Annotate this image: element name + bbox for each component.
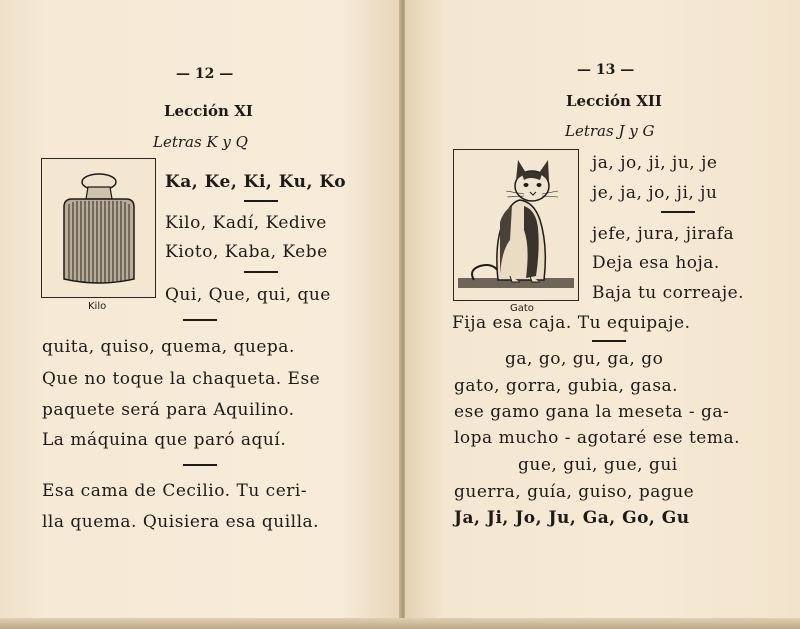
image-caption: Kilo xyxy=(88,301,107,312)
kilo-weight-illustration xyxy=(41,158,156,298)
divider xyxy=(661,211,695,213)
cat-illustration xyxy=(453,149,579,301)
text-line: Baja tu correaje. xyxy=(592,283,745,303)
text-line: gato, gorra, gubia, gasa. xyxy=(454,376,679,396)
page-bottom-edge xyxy=(0,618,800,629)
divider xyxy=(244,200,278,202)
lesson-subtitle: Letras K y Q xyxy=(153,133,248,151)
text-line: Deja esa hoja. xyxy=(592,253,720,273)
lesson-title: Lección XII xyxy=(566,92,662,110)
text-line: Esa cama de Cecilio. Tu ceri- xyxy=(42,481,308,501)
text-line: Kilo, Kadí, Kedive xyxy=(165,213,327,233)
lesson-subtitle: Letras J y G xyxy=(565,122,655,140)
page-number: — 13 — xyxy=(577,62,635,78)
text-line: Ka, Ke, Ki, Ku, Ko xyxy=(165,172,347,192)
text-line: paquete será para Aquilino. xyxy=(42,400,295,420)
divider xyxy=(183,464,217,466)
image-caption: Gato xyxy=(510,303,534,314)
text-line: Fija esa caja. Tu equipaje. xyxy=(452,313,691,333)
text-line: Kioto, Kaba, Kebe xyxy=(165,242,328,262)
page-number: — 12 — xyxy=(176,66,234,82)
text-line: je, ja, jo, ji, ju xyxy=(592,183,718,203)
text-line: ese gamo gana la meseta - ga- xyxy=(454,402,730,422)
text-line: gue, gui, gue, gui xyxy=(518,455,678,475)
right-page xyxy=(405,0,800,629)
divider xyxy=(592,340,626,342)
text-line: lopa mucho - agotaré ese tema. xyxy=(454,428,741,448)
text-line: quita, quiso, quema, quepa. xyxy=(42,337,295,357)
lesson-title: Lección XI xyxy=(164,102,253,120)
text-line: La máquina que paró aquí. xyxy=(42,430,287,450)
kilo-weight-icon xyxy=(42,159,155,297)
text-line: guerra, guía, guiso, pague xyxy=(454,482,695,502)
text-line: ja, jo, ji, ju, je xyxy=(592,153,718,173)
divider xyxy=(183,319,217,321)
text-line: jefe, jura, jirafa xyxy=(592,224,735,244)
text-line: lla quema. Quisiera esa quilla. xyxy=(42,512,320,532)
text-line: Ja, Ji, Jo, Ju, Ga, Go, Gu xyxy=(454,508,690,528)
cat-icon xyxy=(454,150,578,300)
text-line: ga, go, gu, ga, go xyxy=(505,349,664,369)
text-line: Que no toque la chaqueta. Ese xyxy=(42,369,321,389)
divider xyxy=(244,271,278,273)
text-line: Qui, Que, qui, que xyxy=(165,285,331,305)
